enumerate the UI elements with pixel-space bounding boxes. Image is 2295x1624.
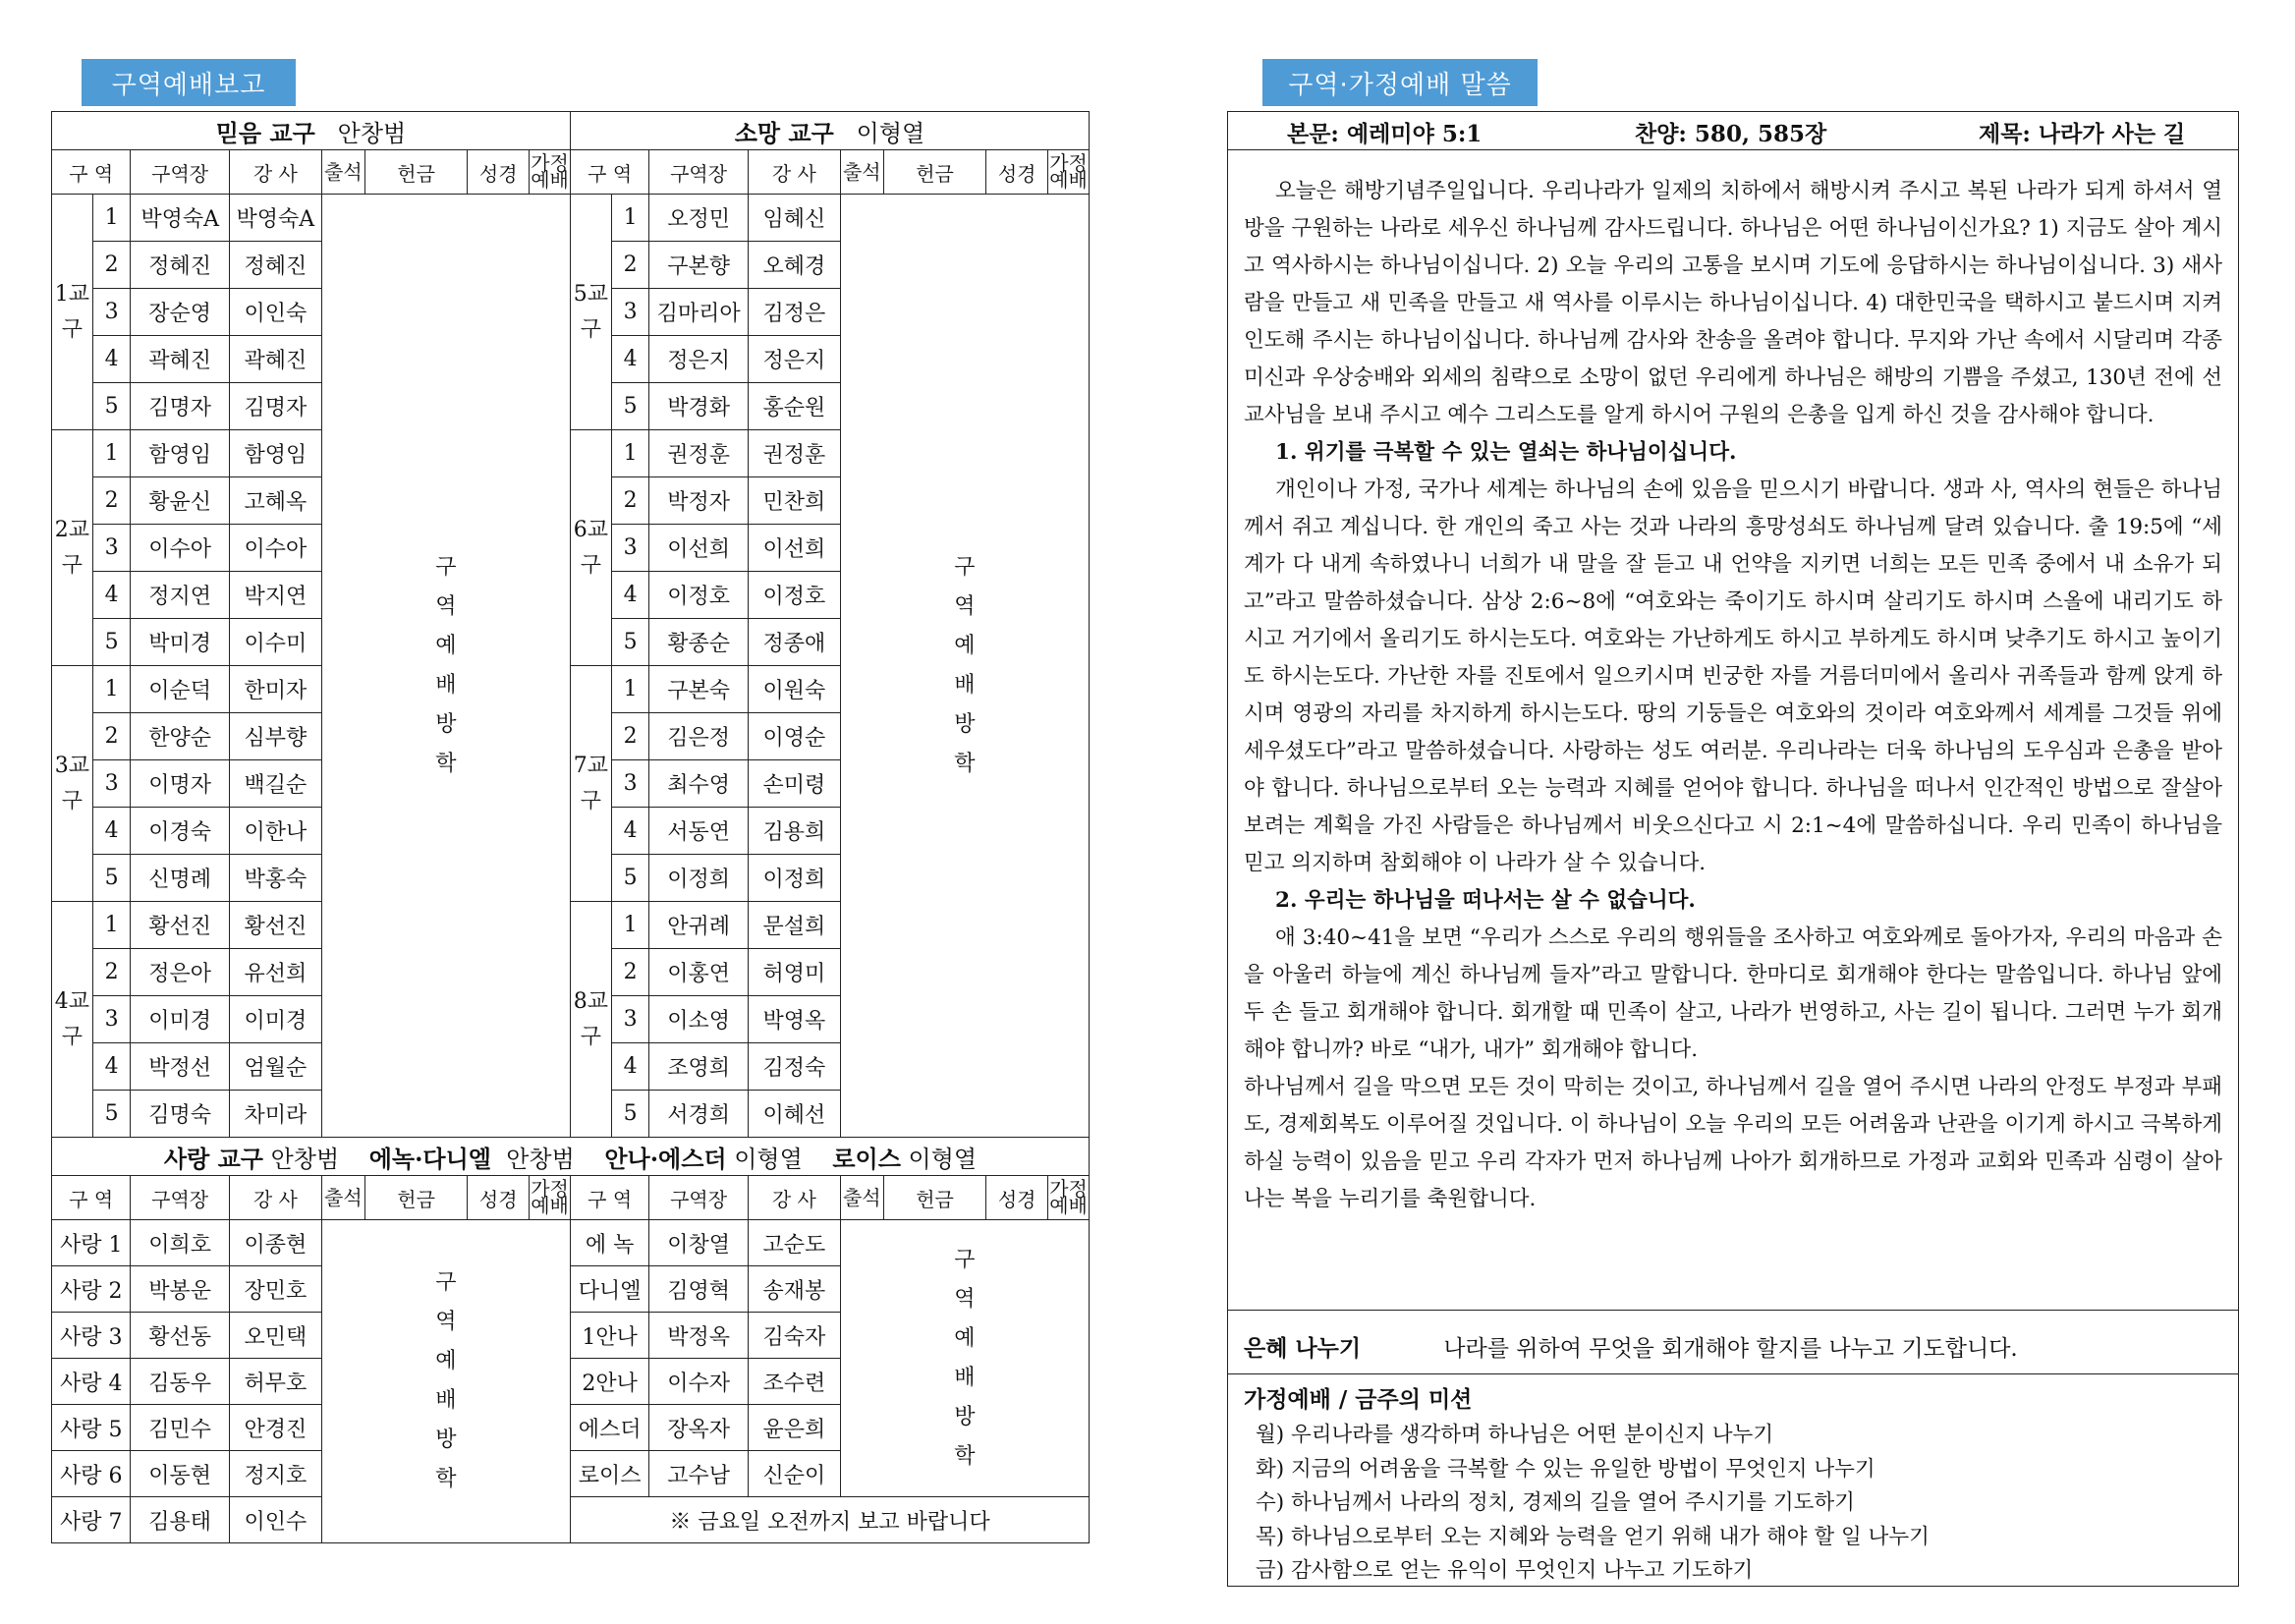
leader-name: 박봉운 (131, 1266, 229, 1313)
sermon-heading-2: 2. 우리는 하나님을 떠나서는 살 수 없습니다. (1275, 888, 1696, 913)
leader-name: 서경희 (649, 1091, 748, 1138)
row-number: 3 (611, 525, 649, 572)
small-group-name: 사랑 2 (52, 1266, 131, 1313)
col-header-area: 구 역 (570, 150, 648, 195)
col-header-area: 구 역 (52, 1176, 131, 1220)
host-name: 이원숙 (748, 666, 840, 713)
leader-name: 정지연 (131, 572, 229, 619)
host-name: 유선희 (229, 949, 321, 996)
leader-name: 권정훈 (649, 430, 748, 477)
host-name: 김정숙 (748, 1043, 840, 1091)
row-number: 5 (92, 1091, 131, 1138)
mission-title: 가정예배 / 금주의 미션 (1244, 1386, 1473, 1413)
row-number: 1 (611, 666, 649, 713)
row-number: 3 (611, 760, 649, 808)
col-header-home: 가정예배 (1048, 1176, 1090, 1220)
vacation-note (321, 195, 570, 1138)
host-name: 곽혜진 (229, 336, 321, 383)
love-district-header: 사랑 교구 안창범 에녹·다니엘 안창범 안나·에스더 이형열 로이스 이형열 (52, 1138, 1090, 1176)
row-number: 5 (611, 383, 649, 430)
host-name: 윤은희 (748, 1405, 840, 1451)
host-name: 박영숙A (229, 195, 321, 242)
col-header-leader: 구역장 (131, 150, 229, 195)
host-name: 손미령 (748, 760, 840, 808)
leader-name: 김용태 (131, 1497, 229, 1543)
host-name: 임혜신 (748, 195, 840, 242)
leader-name: 황윤신 (131, 477, 229, 525)
row-number: 4 (611, 336, 649, 383)
district-label: 3교구 (52, 666, 93, 902)
table-row (52, 1497, 1090, 1543)
faith-district-header: 믿음 교구 안창범 (52, 112, 571, 150)
table-row (52, 195, 1090, 242)
leader-name: 정은아 (131, 949, 229, 996)
district-label: 4교구 (52, 902, 93, 1138)
row-number: 2 (92, 949, 131, 996)
host-name: 안경진 (229, 1405, 321, 1451)
col-header-attend: 출석 (840, 1176, 883, 1220)
col-header-host: 강 사 (229, 150, 321, 195)
row-number: 3 (611, 289, 649, 336)
row-number: 4 (92, 1043, 131, 1091)
host-name: 권정훈 (748, 430, 840, 477)
host-name: 신순이 (748, 1451, 840, 1497)
leader-name: 김은정 (649, 713, 748, 760)
small-group-name: 에 녹 (570, 1220, 648, 1266)
sermon-paragraph: 개인이나 가정, 국가나 세계는 하나님의 손에 있음을 믿으시기 바랍니다. 생과 사, 역사의 현들은 하나님께서 쥐고 계십니다. 한 개인의 죽고 사는 것과 나라의 흥망성쇠도 하나님께 달려 있습니다. 출 19:5에 “세계가 다 내게 속하였나니 너희가 내 말을 잘 듣고 내 언약을 지키면 너희는 모든 민족 중에서 내 소유가 되고”라고 말씀하셨습니다. 삼상 2:6~8에 “여호와는 죽이기도 하시며 살리기도 하시며 스올에 내리기도 하시고 거기에서 올리기도 하시는도다. 여호와는 가난하게도 하시고 부하게도 하시며 낮추기도 하시고 높이기도 하시는도다. 가난한 자를 진토에서 일으키시며 빈궁한 자를 거름더미에서 올리사 귀족들과 함께 앉게 하시며 영광의 자리를 차지하게 하시는도다. 땅의 기둥들은 여호와의 것이라 여호와께서 세계를 그것들 위에 세우셨도다”라고 말씀하셨습니다. 사랑하는 성도 여러분. 우리나라는 더욱 하나님의 도우심과 은총을 받아야 합니다. 하나님으로부터 오는 능력과 지혜를 얻어야 합니다. 하나님을 떠나서 인간적인 방법으로 잘살아 보려는 계획을 가진 사람들은 하나님께서 비웃으신다고 시 2:1~4에 말씀하십니다. 우리 민족이 하나님을 믿고 의지하며 참회해야 이 나라가 살 수 있습니다. (1244, 477, 2222, 875)
row-number: 2 (92, 477, 131, 525)
small-group-name: 사랑 3 (52, 1313, 131, 1359)
host-name: 고순도 (748, 1220, 840, 1266)
leader-name: 황선진 (131, 902, 229, 949)
divider (1228, 1310, 2238, 1311)
leader-name: 이홍연 (649, 949, 748, 996)
leader-name: 정혜진 (131, 242, 229, 289)
host-name: 함영임 (229, 430, 321, 477)
row-number: 5 (92, 855, 131, 902)
district-label: 6교구 (570, 430, 611, 666)
small-group-name: 사랑 7 (52, 1497, 131, 1543)
mission-list (1256, 1419, 1930, 1589)
host-name: 김숙자 (748, 1313, 840, 1359)
leader-name: 박미경 (131, 619, 229, 666)
col-header-leader: 구역장 (649, 1176, 748, 1220)
grace-sharing-label: 은혜 나누기 (1244, 1335, 1362, 1362)
col-header-bible: 성경 (986, 150, 1048, 195)
leader-name: 정은지 (649, 336, 748, 383)
row-number: 2 (92, 713, 131, 760)
small-group-name: 에스더 (570, 1405, 648, 1451)
sermon-paragraph: 하나님께서 길을 막으면 모든 것이 막히는 것이고, 하나님께서 길을 열어 주시면 나라의 안정도 부정과 부패도, 경제회복도 이루어질 것입니다. 이 하나님이 오늘 우리의 모든 어려움과 난관을 이기게 하시고 극복하게 하실 능력이 있음을 믿고 우리 각자가 먼저 하나님께 나아가 회개하므로 가정과 교회와 민족과 심령이 살아나는 복을 누리기를 축원합니다. (1244, 1075, 2222, 1211)
host-name: 허영미 (748, 949, 840, 996)
small-group-name: 로이스 (570, 1451, 648, 1497)
district-label: 8교구 (570, 902, 611, 1138)
col-header-attend: 출석 (321, 150, 364, 195)
host-name: 박지연 (229, 572, 321, 619)
host-name: 이미경 (229, 996, 321, 1043)
report-tab-label: 구역예배보고 (82, 59, 296, 106)
row-number: 5 (611, 619, 649, 666)
mission-item: 화) 지금의 어려움을 극복할 수 있는 유일한 방법이 무엇인지 나누기 (1256, 1456, 1875, 1482)
leader-name: 박영숙A (131, 195, 229, 242)
small-group-name: 사랑 6 (52, 1451, 131, 1497)
leader-name: 이선희 (649, 525, 748, 572)
leader-name: 신명례 (131, 855, 229, 902)
host-name: 정은지 (748, 336, 840, 383)
district-report-table (51, 111, 1090, 1543)
grace-sharing (1244, 1330, 2018, 1363)
vacation-note (321, 1220, 570, 1543)
vacation-note-text: 구역예배방학 (954, 554, 976, 776)
report-deadline-note: ※ 금요일 오전까지 보고 바랍니다 (570, 1497, 1089, 1543)
vacation-note (840, 1220, 1089, 1497)
leader-name: 김영혁 (649, 1266, 748, 1313)
sermon-title: 제목: 나라가 사는 길 (1979, 121, 2186, 147)
row-number: 4 (611, 1043, 649, 1091)
leader-name: 서동연 (649, 808, 748, 855)
host-name: 오혜경 (748, 242, 840, 289)
host-name: 정지호 (229, 1451, 321, 1497)
col-header-area: 구 역 (52, 150, 131, 195)
row-number: 5 (611, 855, 649, 902)
host-name: 이수미 (229, 619, 321, 666)
row-number: 3 (611, 996, 649, 1043)
col-header-host: 강 사 (748, 150, 840, 195)
leader-name: 김동우 (131, 1359, 229, 1405)
leader-name: 이수자 (649, 1359, 748, 1405)
host-name: 이종현 (229, 1220, 321, 1266)
row-number: 5 (92, 619, 131, 666)
row-number: 4 (92, 572, 131, 619)
row-number: 1 (92, 430, 131, 477)
host-name: 김용희 (748, 808, 840, 855)
district-label: 1교구 (52, 195, 93, 430)
col-header-home: 가정예배 (530, 150, 571, 195)
col-header-attend: 출석 (321, 1176, 364, 1220)
vacation-note-text: 구역예배방학 (435, 1270, 457, 1491)
leader-name: 박경화 (649, 383, 748, 430)
district-label: 2교구 (52, 430, 93, 666)
sermon-body (1244, 173, 2222, 1218)
row-number: 3 (92, 996, 131, 1043)
small-group-name: 사랑 5 (52, 1405, 131, 1451)
host-name: 이영순 (748, 713, 840, 760)
host-name: 장민호 (229, 1266, 321, 1313)
divider (1228, 1373, 2238, 1374)
host-name: 엄월순 (229, 1043, 321, 1091)
sermon-heading-1: 1. 위기를 극복할 수 있는 열쇠는 하나님이십니다. (1275, 440, 1737, 465)
col-header-home: 가정예배 (1048, 150, 1090, 195)
row-number: 5 (611, 1091, 649, 1138)
host-name: 정혜진 (229, 242, 321, 289)
host-name: 정종애 (748, 619, 840, 666)
host-name: 이정호 (748, 572, 840, 619)
row-number: 3 (92, 525, 131, 572)
leader-name: 박정자 (649, 477, 748, 525)
leader-name: 최수영 (649, 760, 748, 808)
vacation-note-text: 구역예배방학 (435, 554, 457, 776)
small-group-name: 사랑 1 (52, 1220, 131, 1266)
col-header-host: 강 사 (229, 1176, 321, 1220)
col-header-offering: 헌금 (883, 1176, 986, 1220)
sermon-panel (1227, 111, 2239, 1587)
host-name: 이혜선 (748, 1091, 840, 1138)
host-name: 이선희 (748, 525, 840, 572)
host-name: 박홍숙 (229, 855, 321, 902)
sermon-paragraph: 오늘은 해방기념주일입니다. 우리나라가 일제의 치하에서 해방시켜 주시고 복된 나라가 되게 하셔서 열방을 구원하는 나라로 세우신 하나님께 감사드립니다. 하나님은 어떤 하나님이신가요? 1) 지금도 살아 계시고 역사하시는 하나님이십니다. 2) 오늘 우리의 고통을 보시며 기도에 응답하시는 하나님이십니다. 3) 새사람을 만들고 새 민족을 만들고 새 역사를 이루시는 하나님이십니다. 4) 대한민국을 택하시고 붙드시며 지켜 인도해 주시는 하나님이십니다. 하나님께 감사와 찬송을 올려야 합니다. 무지와 가난 속에서 시달리며 각종 미신과 우상숭배와 외세의 침략으로 소망이 없던 우리에게 하나님은 해방의 기쁨을 주셨고, 130년 전에 선교사님을 보내 주시고 예수 그리스도를 알게 하시어 구원의 은총을 입게 하신 것을 감사해야 합니다. (1244, 179, 2222, 427)
host-name: 황선진 (229, 902, 321, 949)
leader-name: 이경숙 (131, 808, 229, 855)
small-group-name: 다니엘 (570, 1266, 648, 1313)
leader-name: 이동현 (131, 1451, 229, 1497)
sermon-paragraph: 애 3:40~41을 보면 “우리가 스스로 우리의 행위들을 조사하고 여호와께로 돌아가자, 우리의 마음과 손을 아울러 하늘에 계신 하나님께 들자”라고 말합니다. 한마디로 회개해야 한다는 말씀입니다. 하나님 앞에 두 손 들고 회개해야 합니다. 회개할 때 민족이 살고, 나라가 번영하고, 사는 길이 됩니다. 그러면 누가 회개해야 합니까? 바로 “내가, 내가” 회개해야 합니다. (1244, 925, 2222, 1062)
host-name: 박영옥 (748, 996, 840, 1043)
col-header-bible: 성경 (986, 1176, 1048, 1220)
leader-name: 황종순 (649, 619, 748, 666)
leader-name: 장옥자 (649, 1405, 748, 1451)
row-number: 1 (92, 195, 131, 242)
row-number: 1 (92, 666, 131, 713)
host-name: 차미라 (229, 1091, 321, 1138)
row-number: 2 (611, 242, 649, 289)
row-number: 4 (611, 572, 649, 619)
host-name: 고혜옥 (229, 477, 321, 525)
leader-name: 이정호 (649, 572, 748, 619)
leader-name: 이희호 (131, 1220, 229, 1266)
row-number: 4 (92, 808, 131, 855)
col-header-offering: 헌금 (364, 1176, 468, 1220)
leader-name: 황선동 (131, 1313, 229, 1359)
host-name: 민찬희 (748, 477, 840, 525)
row-number: 1 (611, 195, 649, 242)
col-header-leader: 구역장 (649, 150, 748, 195)
leader-name: 김마리아 (649, 289, 748, 336)
mission-item: 월) 우리나라를 생각하며 하나님은 어떤 분이신지 나누기 (1256, 1423, 1774, 1447)
row-number: 1 (611, 902, 649, 949)
col-header-offering: 헌금 (883, 150, 986, 195)
table-row (52, 1220, 1090, 1266)
col-header-leader: 구역장 (131, 1176, 229, 1220)
district-label: 5교구 (570, 195, 611, 430)
leader-name: 안귀례 (649, 902, 748, 949)
leader-name: 한양순 (131, 713, 229, 760)
col-header-attend: 출석 (840, 150, 883, 195)
leader-name: 조영희 (649, 1043, 748, 1091)
leader-name: 곽혜진 (131, 336, 229, 383)
host-name: 한미자 (229, 666, 321, 713)
leader-name: 김민수 (131, 1405, 229, 1451)
host-name: 송재봉 (748, 1266, 840, 1313)
col-header-bible: 성경 (468, 150, 530, 195)
host-name: 이인수 (229, 1497, 321, 1543)
leader-name: 이명자 (131, 760, 229, 808)
small-group-name: 2안나 (570, 1359, 648, 1405)
leader-name: 구본숙 (649, 666, 748, 713)
leader-name: 오정민 (649, 195, 748, 242)
leader-name: 구본향 (649, 242, 748, 289)
row-number: 4 (92, 336, 131, 383)
row-number: 3 (92, 760, 131, 808)
col-header-home: 가정예배 (530, 1176, 571, 1220)
host-name: 허무호 (229, 1359, 321, 1405)
row-number: 2 (611, 949, 649, 996)
host-name: 조수련 (748, 1359, 840, 1405)
leader-name: 이창열 (649, 1220, 748, 1266)
leader-name: 박정옥 (649, 1313, 748, 1359)
row-number: 1 (611, 430, 649, 477)
row-number: 2 (611, 477, 649, 525)
leader-name: 김명자 (131, 383, 229, 430)
small-group-name: 사랑 4 (52, 1359, 131, 1405)
sermon-tab-label: 구역·가정예배 말씀 (1262, 59, 1538, 106)
leader-name: 이정희 (649, 855, 748, 902)
district-label: 7교구 (570, 666, 611, 902)
mission-item: 목) 하나님으로부터 오는 지혜와 능력을 얻기 위해 내가 해야 할 일 나누기 (1256, 1524, 1930, 1549)
host-name: 백길순 (229, 760, 321, 808)
col-header-host: 강 사 (748, 1176, 840, 1220)
leader-name: 장순영 (131, 289, 229, 336)
col-header-area: 구 역 (570, 1176, 648, 1220)
row-number: 3 (92, 289, 131, 336)
host-name: 심부향 (229, 713, 321, 760)
vacation-note (840, 195, 1089, 1138)
host-name: 김명자 (229, 383, 321, 430)
leader-name: 박정선 (131, 1043, 229, 1091)
leader-name: 고수남 (649, 1451, 748, 1497)
leader-name: 이순덕 (131, 666, 229, 713)
host-name: 이한나 (229, 808, 321, 855)
host-name: 홍순원 (748, 383, 840, 430)
row-number: 2 (92, 242, 131, 289)
grace-sharing-text: 나라를 위하여 무엇을 회개해야 할지를 나누고 기도합니다. (1443, 1336, 2018, 1362)
host-name: 오민택 (229, 1313, 321, 1359)
leader-name: 이소영 (649, 996, 748, 1043)
leader-name: 이수아 (131, 525, 229, 572)
hymn-numbers: 찬양: 580, 585장 (1635, 121, 1827, 147)
row-number: 2 (611, 713, 649, 760)
sermon-header (1228, 112, 2238, 150)
host-name: 이수아 (229, 525, 321, 572)
scripture-reference: 본문: 예레미야 5:1 (1287, 121, 1483, 147)
row-number: 5 (92, 383, 131, 430)
host-name: 김정은 (748, 289, 840, 336)
leader-name: 함영임 (131, 430, 229, 477)
small-group-name: 1안나 (570, 1313, 648, 1359)
vacation-note-text: 구역예배방학 (954, 1247, 976, 1469)
row-number: 4 (611, 808, 649, 855)
host-name: 문설희 (748, 902, 840, 949)
row-number: 1 (92, 902, 131, 949)
leader-name: 김명숙 (131, 1091, 229, 1138)
col-header-bible: 성경 (468, 1176, 530, 1220)
mission-item: 수) 하나님께서 나라의 정치, 경제의 길을 열어 주시기를 기도하기 (1256, 1490, 1855, 1515)
hope-district-header: 소망 교구 이형열 (570, 112, 1089, 150)
host-name: 이정희 (748, 855, 840, 902)
host-name: 이인숙 (229, 289, 321, 336)
mission-item: 금) 감사함으로 얻는 유익이 무엇인지 나누고 기도하기 (1256, 1558, 1754, 1583)
leader-name: 이미경 (131, 996, 229, 1043)
col-header-offering: 헌금 (364, 150, 468, 195)
